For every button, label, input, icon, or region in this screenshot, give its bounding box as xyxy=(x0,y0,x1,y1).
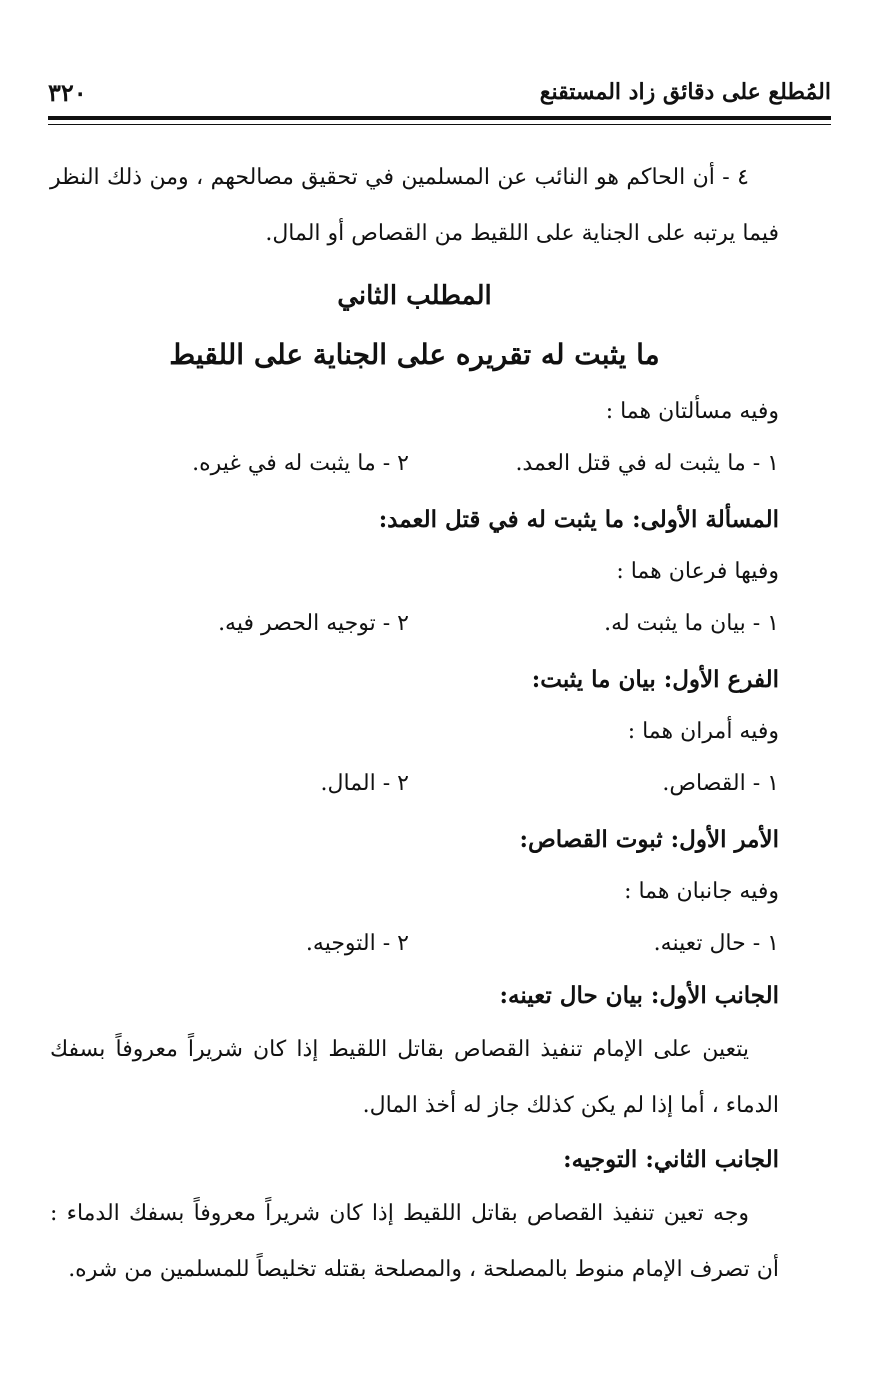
matter-item-1: ١ - القصاص. xyxy=(662,771,779,796)
issue-item-1: ١ - ما يثبت له في قتل العمد. xyxy=(515,451,779,476)
issue-item-2: ٢ - ما يثبت له في غيره. xyxy=(192,451,409,476)
header-rule-thin xyxy=(48,124,831,125)
side-item-1: ١ - حال تعينه. xyxy=(653,931,779,956)
section-subtitle: ما يثبت له تقريره على الجناية على اللقيط xyxy=(169,338,660,371)
sides-list xyxy=(50,918,779,970)
branches-intro: وفيها فرعان هما : xyxy=(616,559,779,584)
branch-item-1: ١ - بيان ما يثبت له. xyxy=(604,611,779,636)
intro-paragraph: ٤ - أن الحاكم هو النائب عن المسلمين في تحقيق مصالحهم ، ومن ذلك النظر فيما يرتبه على الجناية على اللقيط من القصاص أو المال. xyxy=(50,165,779,246)
side-item-2: ٢ - التوجيه. xyxy=(305,931,409,956)
matter-item-2: ٢ - المال. xyxy=(320,771,409,796)
side2-paragraph: وجه تعين تنفيذ القصاص بقاتل اللقيط إذا كان شريراً معروفاً بسفك الدماء : أن تصرف الإمام منوط بالمصلحة ، والمصلحة بقتله تخليصاً للمسلمين من شره. xyxy=(50,1201,779,1282)
side2-heading: الجانب الثاني: التوجيه: xyxy=(563,1146,779,1173)
page-number: ٣٢٠ xyxy=(48,77,87,107)
section-title: المطلب الثاني xyxy=(337,281,492,311)
matter1-heading: الأمر الأول: ثبوت القصاص: xyxy=(519,826,779,853)
branches-list xyxy=(50,598,779,650)
issue1-heading: المسألة الأولى: ما يثبت له في قتل العمد: xyxy=(378,506,779,533)
page-body xyxy=(50,150,779,1298)
header-rule-thick xyxy=(48,116,831,120)
branch-item-2: ٢ - توجيه الحصر فيه. xyxy=(218,611,409,636)
page-header xyxy=(48,70,831,114)
side1-heading: الجانب الأول: بيان حال تعينه: xyxy=(499,982,779,1009)
issues-list xyxy=(50,438,779,490)
matters-list xyxy=(50,758,779,810)
side1-paragraph: يتعين على الإمام تنفيذ القصاص بقاتل اللقيط إذا كان شريراً معروفاً بسفك الدماء ، أما إذا لم يكن كذلك جاز له أخذ المال. xyxy=(50,1037,779,1118)
matters-intro: وفيه أمران هما : xyxy=(627,719,779,744)
issues-intro: وفيه مسألتان هما : xyxy=(605,399,779,424)
branch1-heading: الفرع الأول: بيان ما يثبت: xyxy=(531,666,779,693)
sides-intro: وفيه جانبان هما : xyxy=(624,879,779,904)
running-title: المُطلع على دقائق زاد المستقنع xyxy=(539,79,831,105)
